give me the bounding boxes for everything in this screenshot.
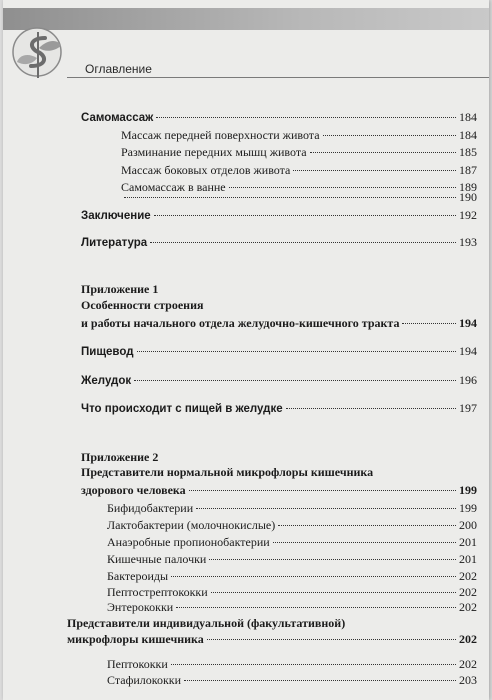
appendix-heading: Приложение 2 [81, 450, 159, 464]
toc-entry: Массаж боковых отделов живота 187 [121, 163, 477, 177]
toc-entry: микрофлоры кишечника 202 [67, 632, 477, 646]
toc-entry: Самомассаж в ванне 189 [121, 180, 477, 194]
toc-entry: Стафилококки 203 [107, 673, 477, 687]
toc-entry: Кишечные палочки 201 [107, 552, 477, 566]
toc-entry: Энтерококки 202 [107, 600, 477, 614]
toc-entry: Желудок 196 [81, 373, 477, 387]
toc-entry: Лактобактерии (молочнокислые) 200 [107, 518, 477, 532]
toc-entry: 190 [121, 190, 477, 204]
toc-entry: Массаж передней поверхности живота 184 [121, 128, 477, 142]
appendix-title: Особенности строения [81, 298, 204, 312]
toc-entry: Бактероиды 202 [107, 569, 477, 583]
table-of-contents [3, 0, 489, 700]
appendix-heading: Приложение 1 [81, 282, 159, 296]
toc-entry: Заключение 192 [81, 208, 477, 222]
toc-entry: Бифидобактерии 199 [107, 501, 477, 515]
toc-entry: Что происходит с пищей в желудке 197 [81, 401, 477, 415]
section-heading: Представители индивидуальной (факультативной) [67, 616, 346, 630]
section-title: Оглавление [85, 62, 152, 76]
toc-entry: Разминание передних мышц живота 185 [121, 145, 477, 159]
toc-entry: Пищевод 194 [81, 344, 477, 358]
toc-entry: и работы начального отдела желудочно-кишечного тракта 194 [81, 316, 477, 330]
toc-entry: Самомассаж 184 [81, 110, 477, 124]
toc-entry: Литература 193 [81, 235, 477, 249]
toc-entry: Анаэробные пропионобактерии 201 [107, 535, 477, 549]
toc-entry: здорового человека 199 [81, 483, 477, 497]
book-page [3, 0, 489, 700]
toc-entry: Пептококки 202 [107, 657, 477, 671]
toc-entry: Пептострептококки 202 [107, 585, 477, 599]
appendix-title: Представители нормальной микрофлоры кишечника [81, 465, 374, 479]
